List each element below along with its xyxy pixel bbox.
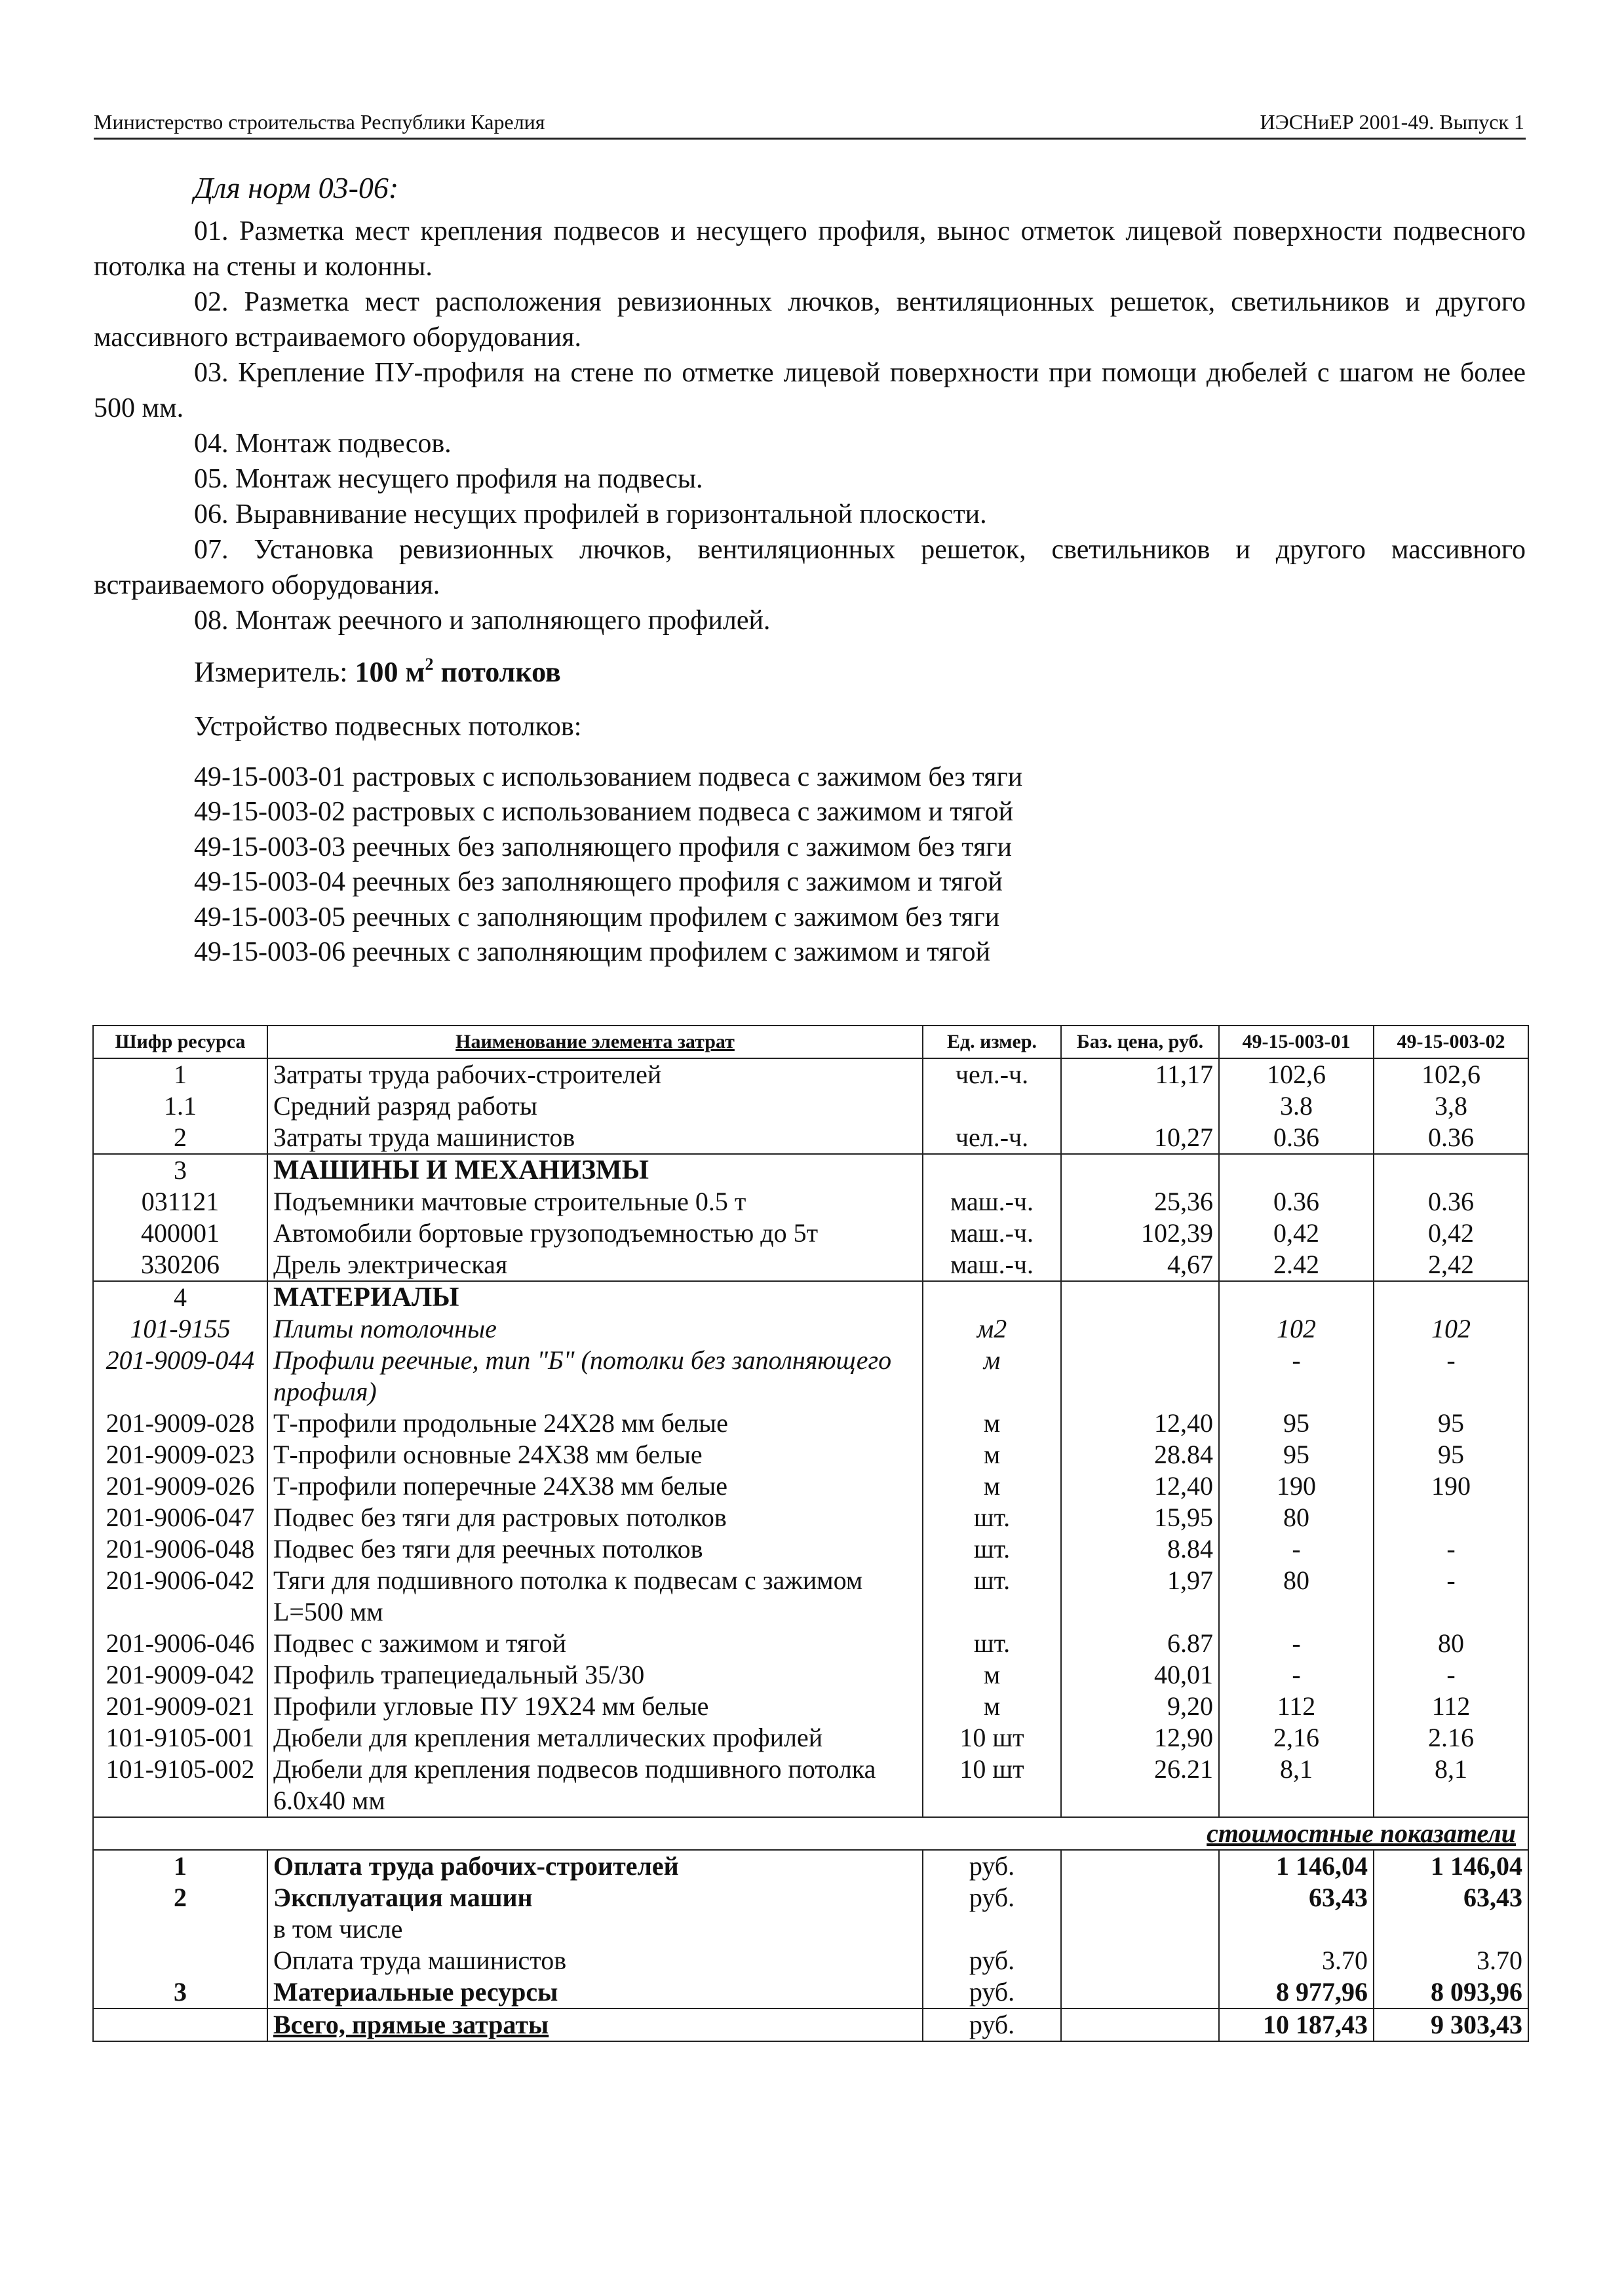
total-unit: руб.	[923, 2008, 1061, 2041]
resource-code: 201-9006-046	[93, 1628, 267, 1659]
total-value-49-15-003-01: 63,43	[1219, 1882, 1374, 1913]
total-name: Оплата труда машинистов	[267, 1945, 923, 1976]
resource-name: Средний разряд работы	[267, 1090, 923, 1122]
work-step: 02. Разметка мест расположения ревизионных лючков, вентиляционных решеток, светильников и другого массивного встраиваемого оборудования.	[94, 287, 1526, 353]
value-49-15-003-01: 102	[1219, 1313, 1374, 1345]
value-49-15-003-01: 80	[1219, 1502, 1374, 1533]
value-49-15-003-02: 3,8	[1374, 1090, 1528, 1122]
table-row	[93, 1122, 1528, 1154]
value-49-15-003-02: -	[1374, 1533, 1528, 1565]
total-name: в том числе	[267, 1913, 923, 1945]
resource-name: Затраты труда машинистов	[267, 1122, 923, 1154]
value-49-15-003-02: 0.36	[1374, 1122, 1528, 1154]
total-value-49-15-003-01	[1219, 1913, 1374, 1945]
resource-price: 11,17	[1061, 1058, 1219, 1090]
header-divider	[94, 138, 1526, 140]
total-name: Оплата труда рабочих-строителей	[267, 1850, 923, 1882]
table-row	[93, 1439, 1528, 1470]
section-title: Для норм 03-06:	[194, 171, 399, 204]
table-row	[93, 1313, 1528, 1345]
value-49-15-003-02: 112	[1374, 1691, 1528, 1722]
resource-price: 40,01	[1061, 1659, 1219, 1691]
value-49-15-003-02: -	[1374, 1659, 1528, 1691]
resource-price: 25,36	[1061, 1186, 1219, 1218]
value-49-15-003-01: 8,1	[1219, 1754, 1374, 1817]
resource-code: 201-9009-026	[93, 1470, 267, 1502]
resource-price: 9,20	[1061, 1691, 1219, 1722]
resource-name: Подвес с зажимом и тягой	[267, 1628, 923, 1659]
resource-code: 201-9009-028	[93, 1408, 267, 1439]
resource-unit: м	[923, 1345, 1061, 1408]
table-row	[93, 1470, 1528, 1502]
resource-name: Плиты потолочные	[267, 1313, 923, 1345]
norm-code-item: 49-15-003-06 реечных с заполняющим профилем с зажимом и тягой	[194, 937, 991, 968]
measure-value: 100 $м^2$ потолков	[355, 655, 561, 688]
section-row	[93, 1154, 1528, 1186]
total-unit: руб.	[923, 1945, 1061, 1976]
resource-unit: чел.-ч.	[923, 1122, 1061, 1154]
table-row	[93, 1058, 1528, 1090]
resource-unit: м2	[923, 1313, 1061, 1345]
resource-unit: маш.-ч.	[923, 1218, 1061, 1249]
value-49-15-003-02: 2,42	[1374, 1249, 1528, 1281]
total-row	[93, 1850, 1528, 1882]
resource-name: Подвес без тяги для реечных потолков	[267, 1533, 923, 1565]
work-step: 07. Установка ревизионных лючков, вентиляционных решеток, светильников и другого массивного встраиваемого оборудования.	[94, 535, 1526, 600]
value-49-15-003-01: -	[1219, 1628, 1374, 1659]
resource-code: 201-9009-044	[93, 1345, 267, 1408]
resource-code: 201-9009-023	[93, 1439, 267, 1470]
measure-label: Измеритель:	[194, 656, 348, 688]
work-step: 01. Разметка мест крепления подвесов и несущего профиля, вынос отметок лицевой поверхности подвесного потолка на стены и колонны.	[94, 216, 1526, 282]
resource-name: Тяги для подшивного потолка к подвесам с зажимом L=500 мм	[267, 1565, 923, 1628]
resource-name: Подъемники мачтовые строительные 0.5 т	[267, 1186, 923, 1218]
resource-unit: шт.	[923, 1565, 1061, 1628]
header-left: Министерство строительства Республики Карелия	[94, 110, 545, 134]
resource-code: 2	[93, 1122, 267, 1154]
resource-price	[1061, 1090, 1219, 1122]
resource-code: 101-9155	[93, 1313, 267, 1345]
value-49-15-003-02: 102	[1374, 1313, 1528, 1345]
section-row	[93, 1281, 1528, 1313]
resource-code: 201-9006-048	[93, 1533, 267, 1565]
total-value-49-15-003-01: 8 977,96	[1219, 1976, 1374, 2008]
work-step: 03. Крепление ПУ-профиля на стене по отметке лицевой поверхности при помощи дюбелей с шагом не более 500 мм.	[94, 358, 1526, 423]
resource-unit: м	[923, 1470, 1061, 1502]
resource-unit: маш.-ч.	[923, 1186, 1061, 1218]
resource-name: Дюбели для крепления металлических профилей	[267, 1722, 923, 1754]
norm-code-item: 49-15-003-01 растровых с использованием подвеса с зажимом без тяги	[194, 762, 1023, 792]
resource-unit: шт.	[923, 1533, 1061, 1565]
resource-code: 3	[93, 1154, 267, 1186]
column-header: Ед. измер.	[923, 1026, 1061, 1058]
resource-code: 101-9105-002	[93, 1754, 267, 1817]
value-49-15-003-02: 80	[1374, 1628, 1528, 1659]
resource-name: Профиль трапециедальный 35/30	[267, 1659, 923, 1691]
measure-unit	[194, 655, 561, 689]
total-name: Всего, прямые затраты	[267, 2008, 923, 2041]
column-header: Шифр ресурса	[93, 1026, 267, 1058]
norm-code-item: 49-15-003-05 реечных с заполняющим профилем с зажимом без тяги	[194, 902, 1000, 932]
value-49-15-003-02: 0,42	[1374, 1218, 1528, 1249]
total-value-49-15-003-01: 1 146,04	[1219, 1850, 1374, 1882]
grand-total-row	[93, 2008, 1528, 2041]
value-49-15-003-02: 102,6	[1374, 1058, 1528, 1090]
total-value-49-15-003-02: 63,43	[1374, 1882, 1528, 1913]
table-row	[93, 1345, 1528, 1408]
work-step: 06. Выравнивание несущих профилей в горизонтальной плоскости.	[194, 499, 987, 529]
resource-code: 400001	[93, 1218, 267, 1249]
cost-indicators-label: стоимостные показатели	[93, 1817, 1528, 1850]
value-49-15-003-01: 190	[1219, 1470, 1374, 1502]
resource-table	[92, 1025, 1529, 2042]
column-header: Баз. цена, руб.	[1061, 1026, 1219, 1058]
total-value-49-15-003-02: 8 093,96	[1374, 1976, 1528, 2008]
resource-unit: 10 шт	[923, 1722, 1061, 1754]
table-row	[93, 1218, 1528, 1249]
resource-price: 8.84	[1061, 1533, 1219, 1565]
value-49-15-003-01: 2.42	[1219, 1249, 1374, 1281]
column-header: Наименование элемента затрат	[267, 1026, 923, 1058]
resource-code: 201-9009-042	[93, 1659, 267, 1691]
section-heading: МАШИНЫ И МЕХАНИЗМЫ	[267, 1154, 923, 1186]
value-49-15-003-02: 95	[1374, 1408, 1528, 1439]
value-49-15-003-02: 2.16	[1374, 1722, 1528, 1754]
value-49-15-003-01: 0.36	[1219, 1122, 1374, 1154]
total-code	[93, 1945, 267, 1976]
total-code: 1	[93, 1850, 267, 1882]
table-row	[93, 1186, 1528, 1218]
value-49-15-003-01: 3.8	[1219, 1090, 1374, 1122]
value-49-15-003-01: 112	[1219, 1691, 1374, 1722]
total-value-49-15-003-01: 10 187,43	[1219, 2008, 1374, 2041]
value-49-15-003-01: -	[1219, 1659, 1374, 1691]
table-row	[93, 1659, 1528, 1691]
cost-indicators-row	[93, 1817, 1528, 1850]
resource-price: 15,95	[1061, 1502, 1219, 1533]
value-49-15-003-01: 102,6	[1219, 1058, 1374, 1090]
section-heading: МАТЕРИАЛЫ	[267, 1281, 923, 1313]
value-49-15-003-02: -	[1374, 1565, 1528, 1628]
resource-unit: м	[923, 1659, 1061, 1691]
resource-code: 101-9105-001	[93, 1722, 267, 1754]
resource-price: 10,27	[1061, 1122, 1219, 1154]
table-row	[93, 1533, 1528, 1565]
resource-unit: маш.-ч.	[923, 1249, 1061, 1281]
table-row	[93, 1502, 1528, 1533]
table-row	[93, 1249, 1528, 1281]
value-49-15-003-01: 80	[1219, 1565, 1374, 1628]
value-49-15-003-02	[1374, 1502, 1528, 1533]
total-name: Материальные ресурсы	[267, 1976, 923, 2008]
resource-name: Затраты труда рабочих-строителей	[267, 1058, 923, 1090]
resource-code: 031121	[93, 1186, 267, 1218]
resource-name: Т-профили продольные 24Х28 мм белые	[267, 1408, 923, 1439]
total-code: 3	[93, 1976, 267, 2008]
column-header: 49-15-003-01	[1219, 1026, 1374, 1058]
resource-unit: шт.	[923, 1628, 1061, 1659]
total-unit: руб.	[923, 1976, 1061, 2008]
resource-name: Дрель электрическая	[267, 1249, 923, 1281]
resource-unit: м	[923, 1439, 1061, 1470]
value-49-15-003-02: 8,1	[1374, 1754, 1528, 1817]
resource-price: 12,40	[1061, 1470, 1219, 1502]
resource-code: 201-9006-042	[93, 1565, 267, 1628]
resource-code: 1.1	[93, 1090, 267, 1122]
resource-unit: м	[923, 1691, 1061, 1722]
norm-code-item: 49-15-003-02 растровых с использованием подвеса с зажимом и тягой	[194, 797, 1014, 828]
value-49-15-003-01: -	[1219, 1345, 1374, 1408]
table-row	[93, 1090, 1528, 1122]
total-name: Эксплуатация машин	[267, 1882, 923, 1913]
resource-price	[1061, 1345, 1219, 1408]
resource-unit	[923, 1090, 1061, 1122]
table-row	[93, 1628, 1528, 1659]
total-value-49-15-003-02: 3.70	[1374, 1945, 1528, 1976]
resource-unit: шт.	[923, 1502, 1061, 1533]
resource-price: 1,97	[1061, 1565, 1219, 1628]
total-code: 2	[93, 1882, 267, 1913]
value-49-15-003-02: 95	[1374, 1439, 1528, 1470]
value-49-15-003-01: 95	[1219, 1439, 1374, 1470]
total-row	[93, 1913, 1528, 1945]
resource-name: Профили угловые ПУ 19Х24 мм белые	[267, 1691, 923, 1722]
resource-unit: чел.-ч.	[923, 1058, 1061, 1090]
resource-name: Автомобили бортовые грузоподъемностью до 5т	[267, 1218, 923, 1249]
value-49-15-003-01: 0.36	[1219, 1186, 1374, 1218]
total-unit: руб.	[923, 1850, 1061, 1882]
table-row	[93, 1754, 1528, 1817]
table-row	[93, 1408, 1528, 1439]
resource-price: 12,90	[1061, 1722, 1219, 1754]
construction-title: Устройство подвесных потолков:	[194, 712, 582, 742]
work-steps	[94, 214, 1526, 638]
norm-code-item: 49-15-003-03 реечных без заполняющего профиля с зажимом без тяги	[194, 832, 1013, 862]
total-code	[93, 1913, 267, 1945]
resource-code: 4	[93, 1281, 267, 1313]
resource-code: 1	[93, 1058, 267, 1090]
table-row	[93, 1691, 1528, 1722]
total-unit	[923, 1913, 1061, 1945]
value-49-15-003-01: 95	[1219, 1408, 1374, 1439]
resource-price	[1061, 1313, 1219, 1345]
header-right: ИЭСНиЕР 2001-49. Выпуск 1	[1260, 110, 1524, 134]
resource-unit: м	[923, 1408, 1061, 1439]
norm-code-item: 49-15-003-04 реечных без заполняющего профиля с зажимом и тягой	[194, 867, 1003, 898]
value-49-15-003-02: 190	[1374, 1470, 1528, 1502]
work-step: 05. Монтаж несущего профиля на подвесы.	[194, 464, 703, 494]
total-row	[93, 1945, 1528, 1976]
resource-price: 26.21	[1061, 1754, 1219, 1817]
value-49-15-003-01: -	[1219, 1533, 1374, 1565]
resource-unit: 10 шт	[923, 1754, 1061, 1817]
norm-code-list	[194, 760, 1022, 970]
resource-code: 201-9006-047	[93, 1502, 267, 1533]
resource-price: 6.87	[1061, 1628, 1219, 1659]
resource-price: 12,40	[1061, 1408, 1219, 1439]
column-header: 49-15-003-02	[1374, 1026, 1528, 1058]
value-49-15-003-01: 2,16	[1219, 1722, 1374, 1754]
table-header-row	[93, 1026, 1528, 1058]
work-step: 04. Монтаж подвесов.	[194, 429, 452, 459]
value-49-15-003-02: -	[1374, 1345, 1528, 1408]
total-value-49-15-003-02: 9 303,43	[1374, 2008, 1528, 2041]
total-code	[93, 2008, 267, 2041]
resource-price: 4,67	[1061, 1249, 1219, 1281]
total-value-49-15-003-02	[1374, 1913, 1528, 1945]
resource-price: 102,39	[1061, 1218, 1219, 1249]
total-value-49-15-003-01: 3.70	[1219, 1945, 1374, 1976]
total-unit: руб.	[923, 1882, 1061, 1913]
resource-name: Дюбели для крепления подвесов подшивного потолка 6.0х40 мм	[267, 1754, 923, 1817]
resource-name: Т-профили поперечные 24Х38 мм белые	[267, 1470, 923, 1502]
resource-name: Подвес без тяги для растровых потолков	[267, 1502, 923, 1533]
total-row	[93, 1882, 1528, 1913]
total-value-49-15-003-02: 1 146,04	[1374, 1850, 1528, 1882]
resource-code: 201-9009-021	[93, 1691, 267, 1722]
resource-code: 330206	[93, 1249, 267, 1281]
total-row	[93, 1976, 1528, 2008]
resource-price: 28.84	[1061, 1439, 1219, 1470]
resource-name: Т-профили основные 24Х38 мм белые	[267, 1439, 923, 1470]
work-step: 08. Монтаж реечного и заполняющего профилей.	[194, 605, 771, 636]
table-row	[93, 1722, 1528, 1754]
resource-name: Профили реечные, тип "Б" (потолки без заполняющего профиля)	[267, 1345, 923, 1408]
table-row	[93, 1565, 1528, 1628]
value-49-15-003-02: 0.36	[1374, 1186, 1528, 1218]
value-49-15-003-01: 0,42	[1219, 1218, 1374, 1249]
